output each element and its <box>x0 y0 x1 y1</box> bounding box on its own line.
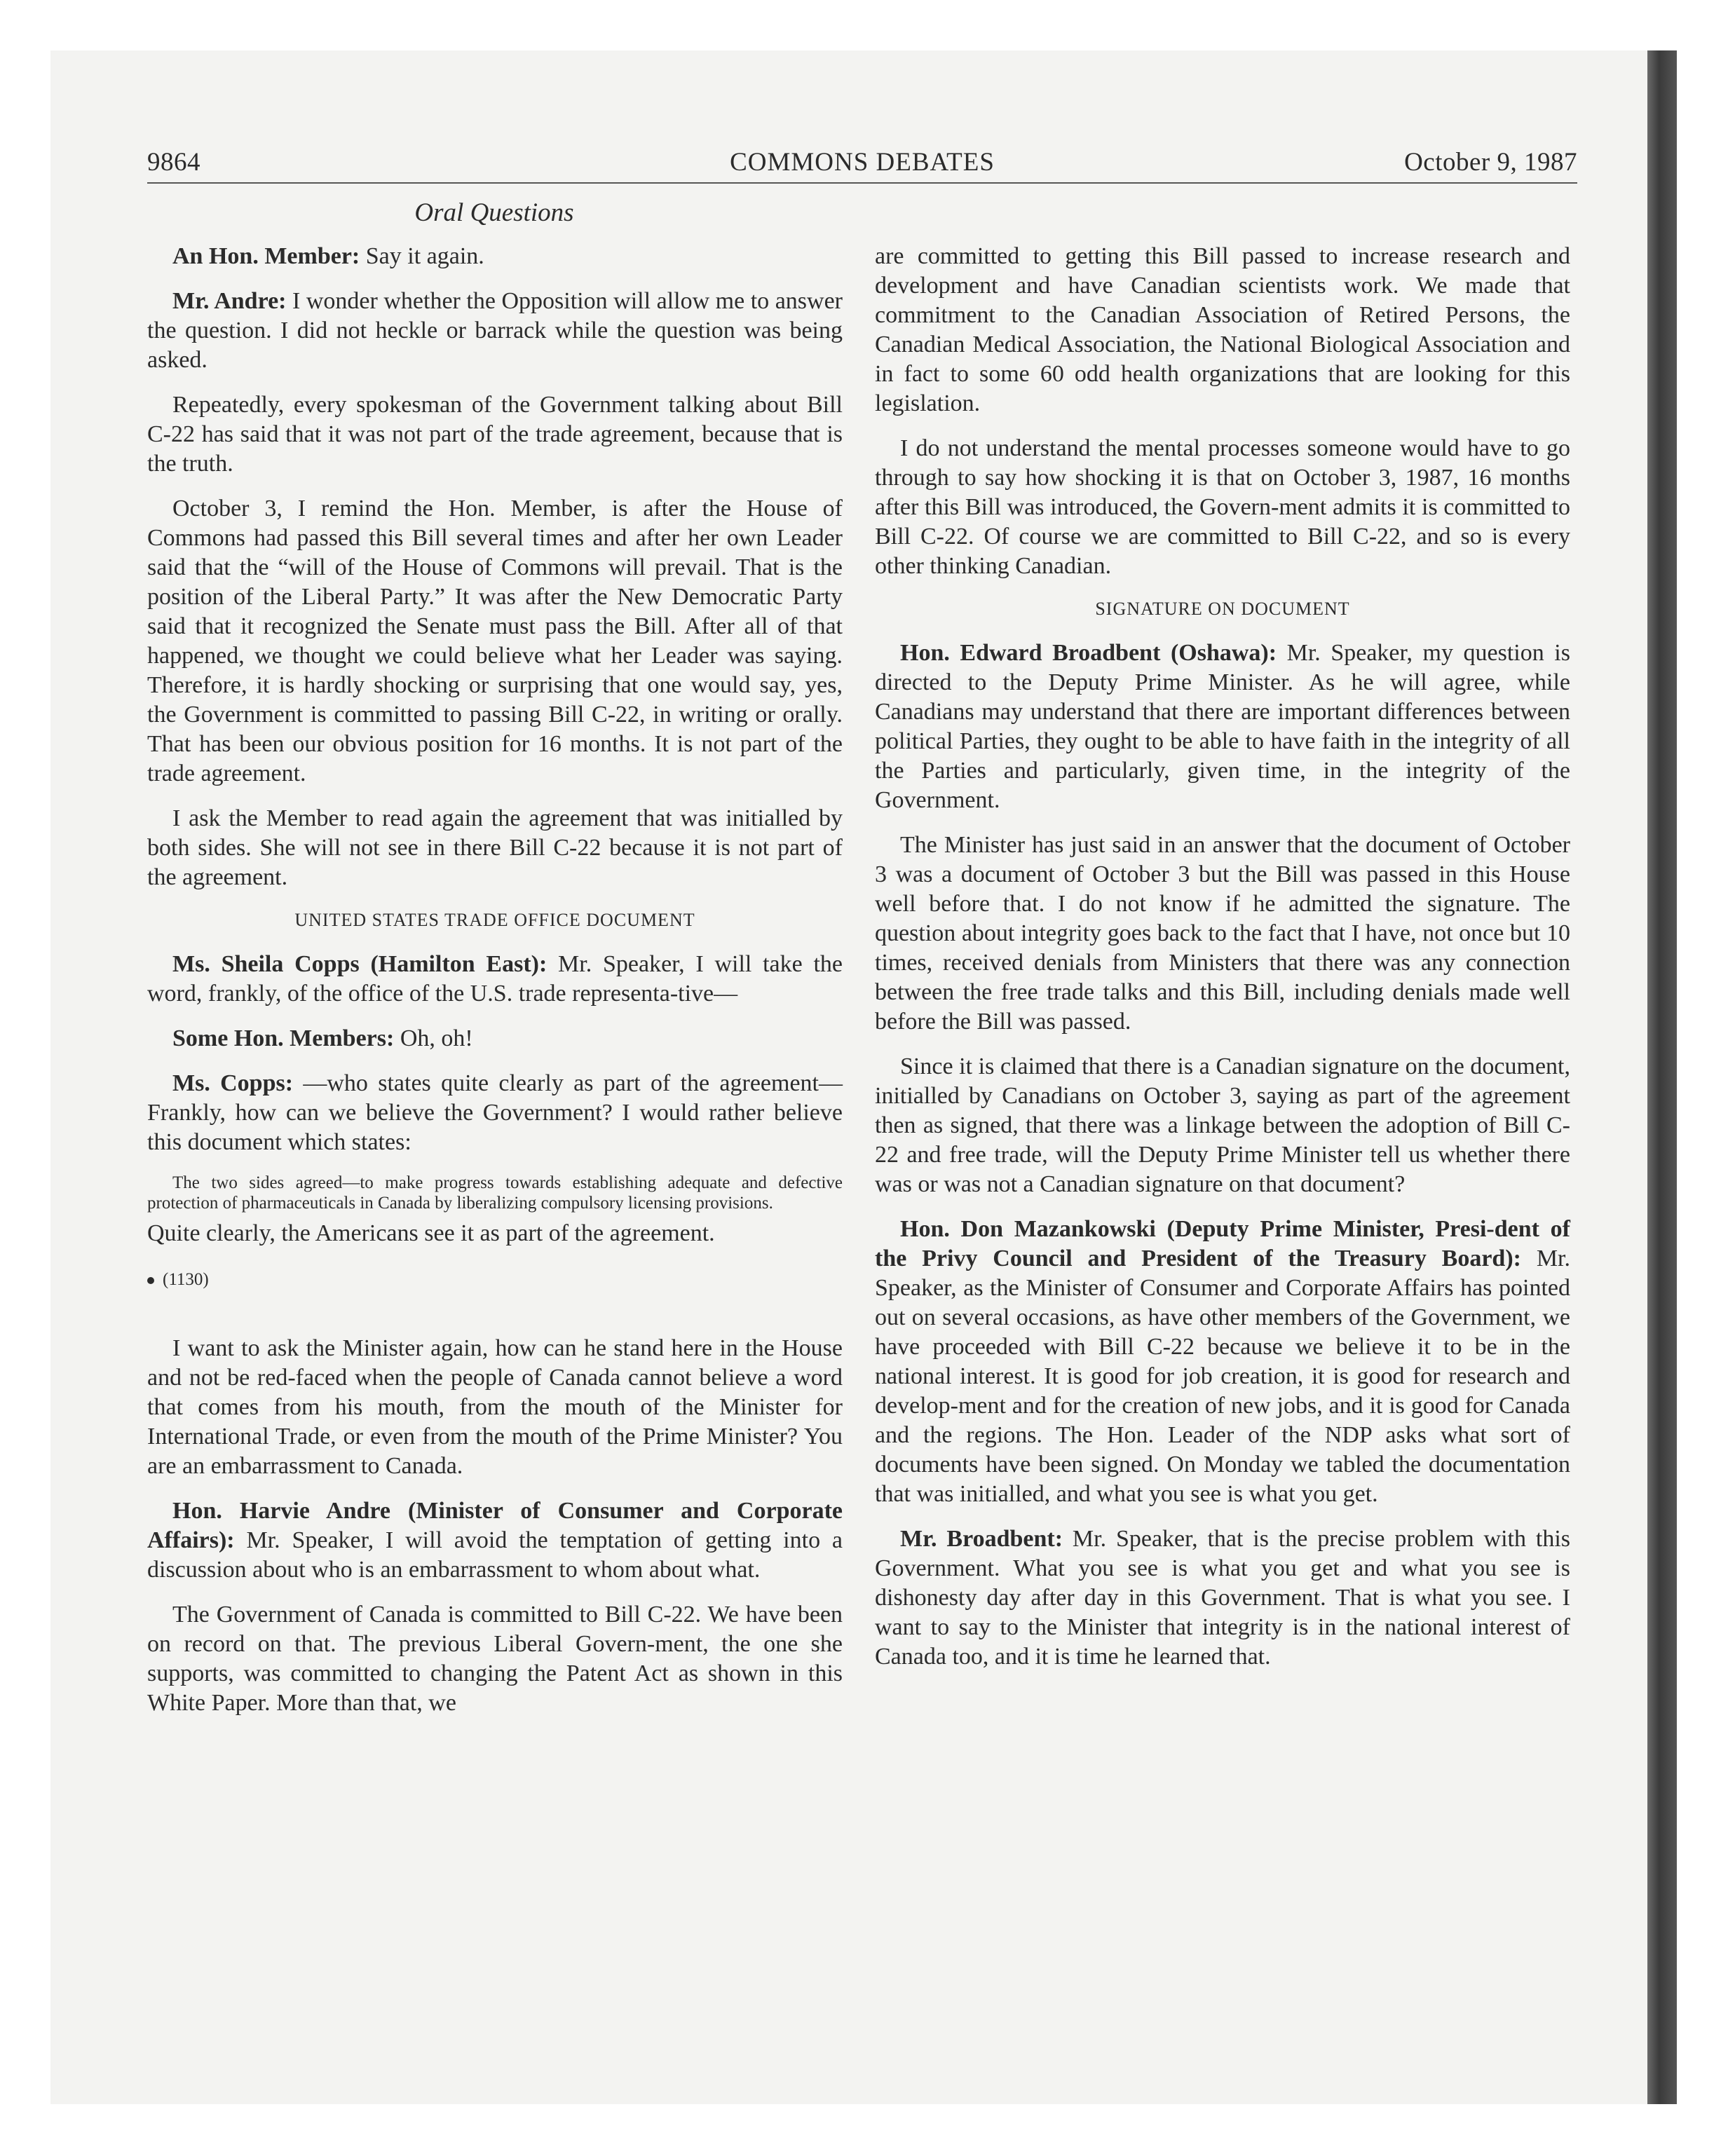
section-heading: UNITED STATES TRADE OFFICE DOCUMENT <box>294 910 695 930</box>
speaker-name: Mr. Broadbent: <box>900 1526 1063 1552</box>
speech-text: Mr. Speaker, my question is directed to the Deputy Prime Minister. As he will agree, while Canadians may understand that there are important differences between political Parties, they ought to be able to have faith in the integrity of all the Parties and particularly, given time, in the integrity of the Government. <box>875 640 1570 813</box>
paragraph <box>147 242 843 271</box>
time-marker <box>147 1265 843 1295</box>
paragraph <box>147 1024 843 1053</box>
speaker-name: Ms. Copps: <box>172 1070 294 1096</box>
paragraph: I want to ask the Minister again, how can he stand here in the House and not be red-faced when the people of Canada cannot believe a word that comes from his mouth, from the mouth of the Minister for International Trade, or even from the mouth of the Prime Minister? You are an embarrassment to Canada. <box>147 1335 843 1479</box>
speaker-name: Hon. Don Mazankowski (Deputy Prime Minister, Presi-dent of the Privy Council and President of the Treasury Board): <box>875 1216 1570 1271</box>
publication-title: COMMONS DEBATES <box>730 148 995 177</box>
quoted-passage: The two sides agreed—to make progress towards establishing adequate and defective protection of pharmaceuticals in Canada by liberalizing compulsory licensing provisions. <box>147 1173 843 1213</box>
speaker-name: An Hon. Member: <box>172 243 360 269</box>
paragraph: I do not understand the mental processes someone would have to go through to say how shocking it is that on October 3, 1987, 16 months after this Bill was introduced, the Govern-ment admits it is committed to Bill C-22. Of course we are committed to Bill C-22, and so is every other thinking Canadian. <box>875 435 1570 579</box>
speaker-name: Hon. Harvie Andre (Minister of Consumer and Corporate Affairs): <box>147 1498 843 1553</box>
paragraph: October 3, I remind the Hon. Member, is after the House of Commons had passed this Bill several times and after her own Leader said that the “will of the House of Commons will prevail. That is the position of the Liberal Party.” It was after the New Democratic Party said that it recognized the Senate must pass the Bill. After all of that happened, we thought we could believe what her Leader was saying. Therefore, it is hardly shocking or surprising that one would say, yes, the Government is committed to passing Bill C-22, in writing or orally. That has been our obvious position for 16 months. It is not part of the trade agreement. <box>147 496 843 786</box>
publication-date: October 9, 1987 <box>1404 148 1577 177</box>
speech-text: I wonder whether the Opposition will allow me to answer the question. I did not heckle or barrack while the question was being asked. <box>147 288 843 373</box>
speech-text: Mr. Speaker, as the Minister of Consumer and Corporate Affairs has pointed out on several occasions, as have other members of the Government, we have proceeded with Bill C-22 because we believe it to be in the national interest. It is good for job creation, it is good for research and develop-ment and for the creation of new jobs, and it is good for Canada and the regions. The Hon. Leader of the NDP asks what sort of documents have been signed. On Monday we tabled the documentation that was initialled, and what you see is what you get. <box>875 1246 1570 1507</box>
paragraph <box>147 1069 843 1157</box>
paragraph: are committed to getting this Bill passed to increase research and development and have Canadian scientists work. We made that commitment to the Canadian Association of Retired Persons, the Canadian Medical Association, the National Biological Association and in fact to some 60 odd health organizations that are looking for this legislation. <box>875 243 1570 416</box>
bullet-icon <box>147 1277 154 1284</box>
speech-text: Mr. Speaker, that is the precise problem with this Government. What you see is what you get and what you see is dishonesty day after day in this Government. That is what you see. I want to say to the Minister that integrity is in the national interest of Canada too, and it is time he learned that. <box>875 1526 1570 1670</box>
paragraph <box>875 1524 1570 1672</box>
speech-text: Oh, oh! <box>394 1025 473 1051</box>
page-header <box>147 147 1577 184</box>
speech-text: Mr. Speaker, I will take the word, frankly, of the office of the U.S. trade representa-tive— <box>147 951 843 1007</box>
time-stamp: (1130) <box>163 1270 209 1289</box>
paragraph <box>147 1496 843 1585</box>
paragraph: The Minister has just said in an answer that the document of October 3 was a document of October 3 but the Bill was passed in this House well before that. I do not know if he admitted the signature. The question about integrity goes back to the fact that I have, not once but 10 times, received denials from Ministers that there was any connection between the free trade talks and this Bill, including denials made well before the Bill was passed. <box>875 832 1570 1035</box>
speech-text: Mr. Speaker, I will avoid the temptation of getting into a discussion about who is an embarrassment to whom about what. <box>147 1527 843 1583</box>
page-number: 9864 <box>147 148 200 177</box>
right-column <box>875 242 1570 1687</box>
left-column <box>147 242 843 1733</box>
section-heading: SIGNATURE ON DOCUMENT <box>1095 599 1350 619</box>
paragraph: I ask the Member to read again the agreement that was initialled by both sides. She will not see in there Bill C-22 because it is not part of the agreement. <box>147 805 843 890</box>
paragraph <box>147 950 843 1009</box>
speech-text: Say it again. <box>360 243 484 269</box>
paragraph: Since it is claimed that there is a Canadian signature on the document, initialled by Canadians on October 3, saying as part of the agreement then as signed, that there was a linkage between the adoption of Bill C-22 and free trade, will the Deputy Prime Minister tell us whether there was or was not a Canadian signature on that document? <box>875 1053 1570 1197</box>
paragraph <box>875 639 1570 815</box>
paragraph: Repeatedly, every spokesman of the Government talking about Bill C-22 has said that it was not part of the trade agreement, because that is the truth. <box>147 392 843 477</box>
running-section-title: Oral Questions <box>414 198 574 227</box>
speaker-name: Hon. Edward Broadbent (Oshawa): <box>900 640 1277 666</box>
page-edge-shadow <box>1647 50 1677 2104</box>
paragraph: Quite clearly, the Americans see it as part of the agreement. <box>147 1220 715 1246</box>
paragraph <box>147 287 843 375</box>
speaker-name: Mr. Andre: <box>172 288 287 314</box>
paragraph: The Government of Canada is committed to Bill C-22. We have been on record on that. The previous Liberal Govern-ment, the one she supports, was committed to changing the Patent Act as shown in this White Paper. More than that, we <box>147 1602 843 1716</box>
speech-text: —who states quite clearly as part of the agreement—Frankly, how can we believe the Government? I would rather believe this document which states: <box>147 1070 843 1155</box>
paragraph <box>875 1215 1570 1509</box>
speaker-name: Ms. Sheila Copps (Hamilton East): <box>172 951 547 977</box>
speaker-name: Some Hon. Members: <box>172 1025 395 1051</box>
